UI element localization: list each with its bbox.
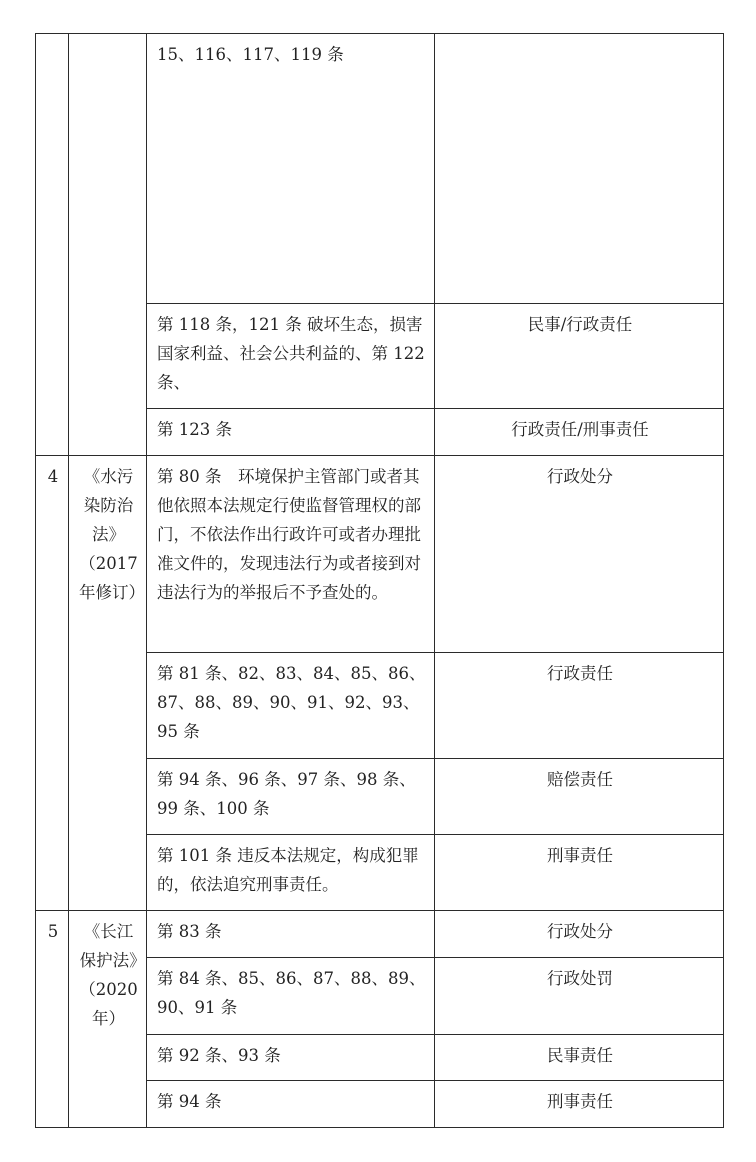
table-row [36, 456, 724, 653]
provision-cell: 第 81 条、82、83、84、85、86、87、88、89、90、91、92、93、95 条 [147, 653, 435, 759]
law-name [69, 34, 147, 456]
provision-cell: 15、116、117、119 条 [147, 34, 435, 304]
provision-cell: 第 84 条、85、86、87、88、89、90、91 条 [147, 958, 435, 1035]
table-row [36, 911, 724, 958]
liability-cell: 刑事责任 [435, 1081, 724, 1128]
liability-cell: 行政处分 [435, 911, 724, 958]
row-number [36, 34, 69, 456]
provision-cell: 第 94 条、96 条、97 条、98 条、99 条、100 条 [147, 759, 435, 835]
liability-cell: 行政处分 [435, 456, 724, 653]
liability-cell: 赔偿责任 [435, 759, 724, 835]
provision-cell: 第 83 条 [147, 911, 435, 958]
liability-cell: 刑事责任 [435, 835, 724, 911]
provision-cell: 第 92 条、93 条 [147, 1035, 435, 1081]
row-number: 5 [36, 911, 69, 1128]
law-name: 《长江保护法》（2020年） [69, 911, 147, 1128]
provision-cell: 第 118 条，121 条 破坏生态，损害国家利益、社会公共利益的、第 122 条、 [147, 304, 435, 409]
provision-cell: 第 101 条 违反本法规定，构成犯罪的，依法追究刑事责任。 [147, 835, 435, 911]
table-row [36, 34, 724, 304]
liability-cell: 行政责任/刑事责任 [435, 409, 724, 456]
liability-cell: 行政处罚 [435, 958, 724, 1035]
liability-cell: 行政责任 [435, 653, 724, 759]
provision-cell: 第 94 条 [147, 1081, 435, 1128]
law-name: 《水污染防治法》（2017年修订） [69, 456, 147, 911]
row-number: 4 [36, 456, 69, 911]
law-liability-table [35, 33, 724, 1128]
provision-cell: 第 123 条 [147, 409, 435, 456]
liability-cell: 民事/行政责任 [435, 304, 724, 409]
provision-cell: 第 80 条 环境保护主管部门或者其他依照本法规定行使监督管理权的部门，不依法作出行政许可或者办理批准文件的，发现违法行为或者接到对违法行为的举报后不予查处的。 [147, 456, 435, 653]
liability-cell [435, 34, 724, 304]
liability-cell: 民事责任 [435, 1035, 724, 1081]
